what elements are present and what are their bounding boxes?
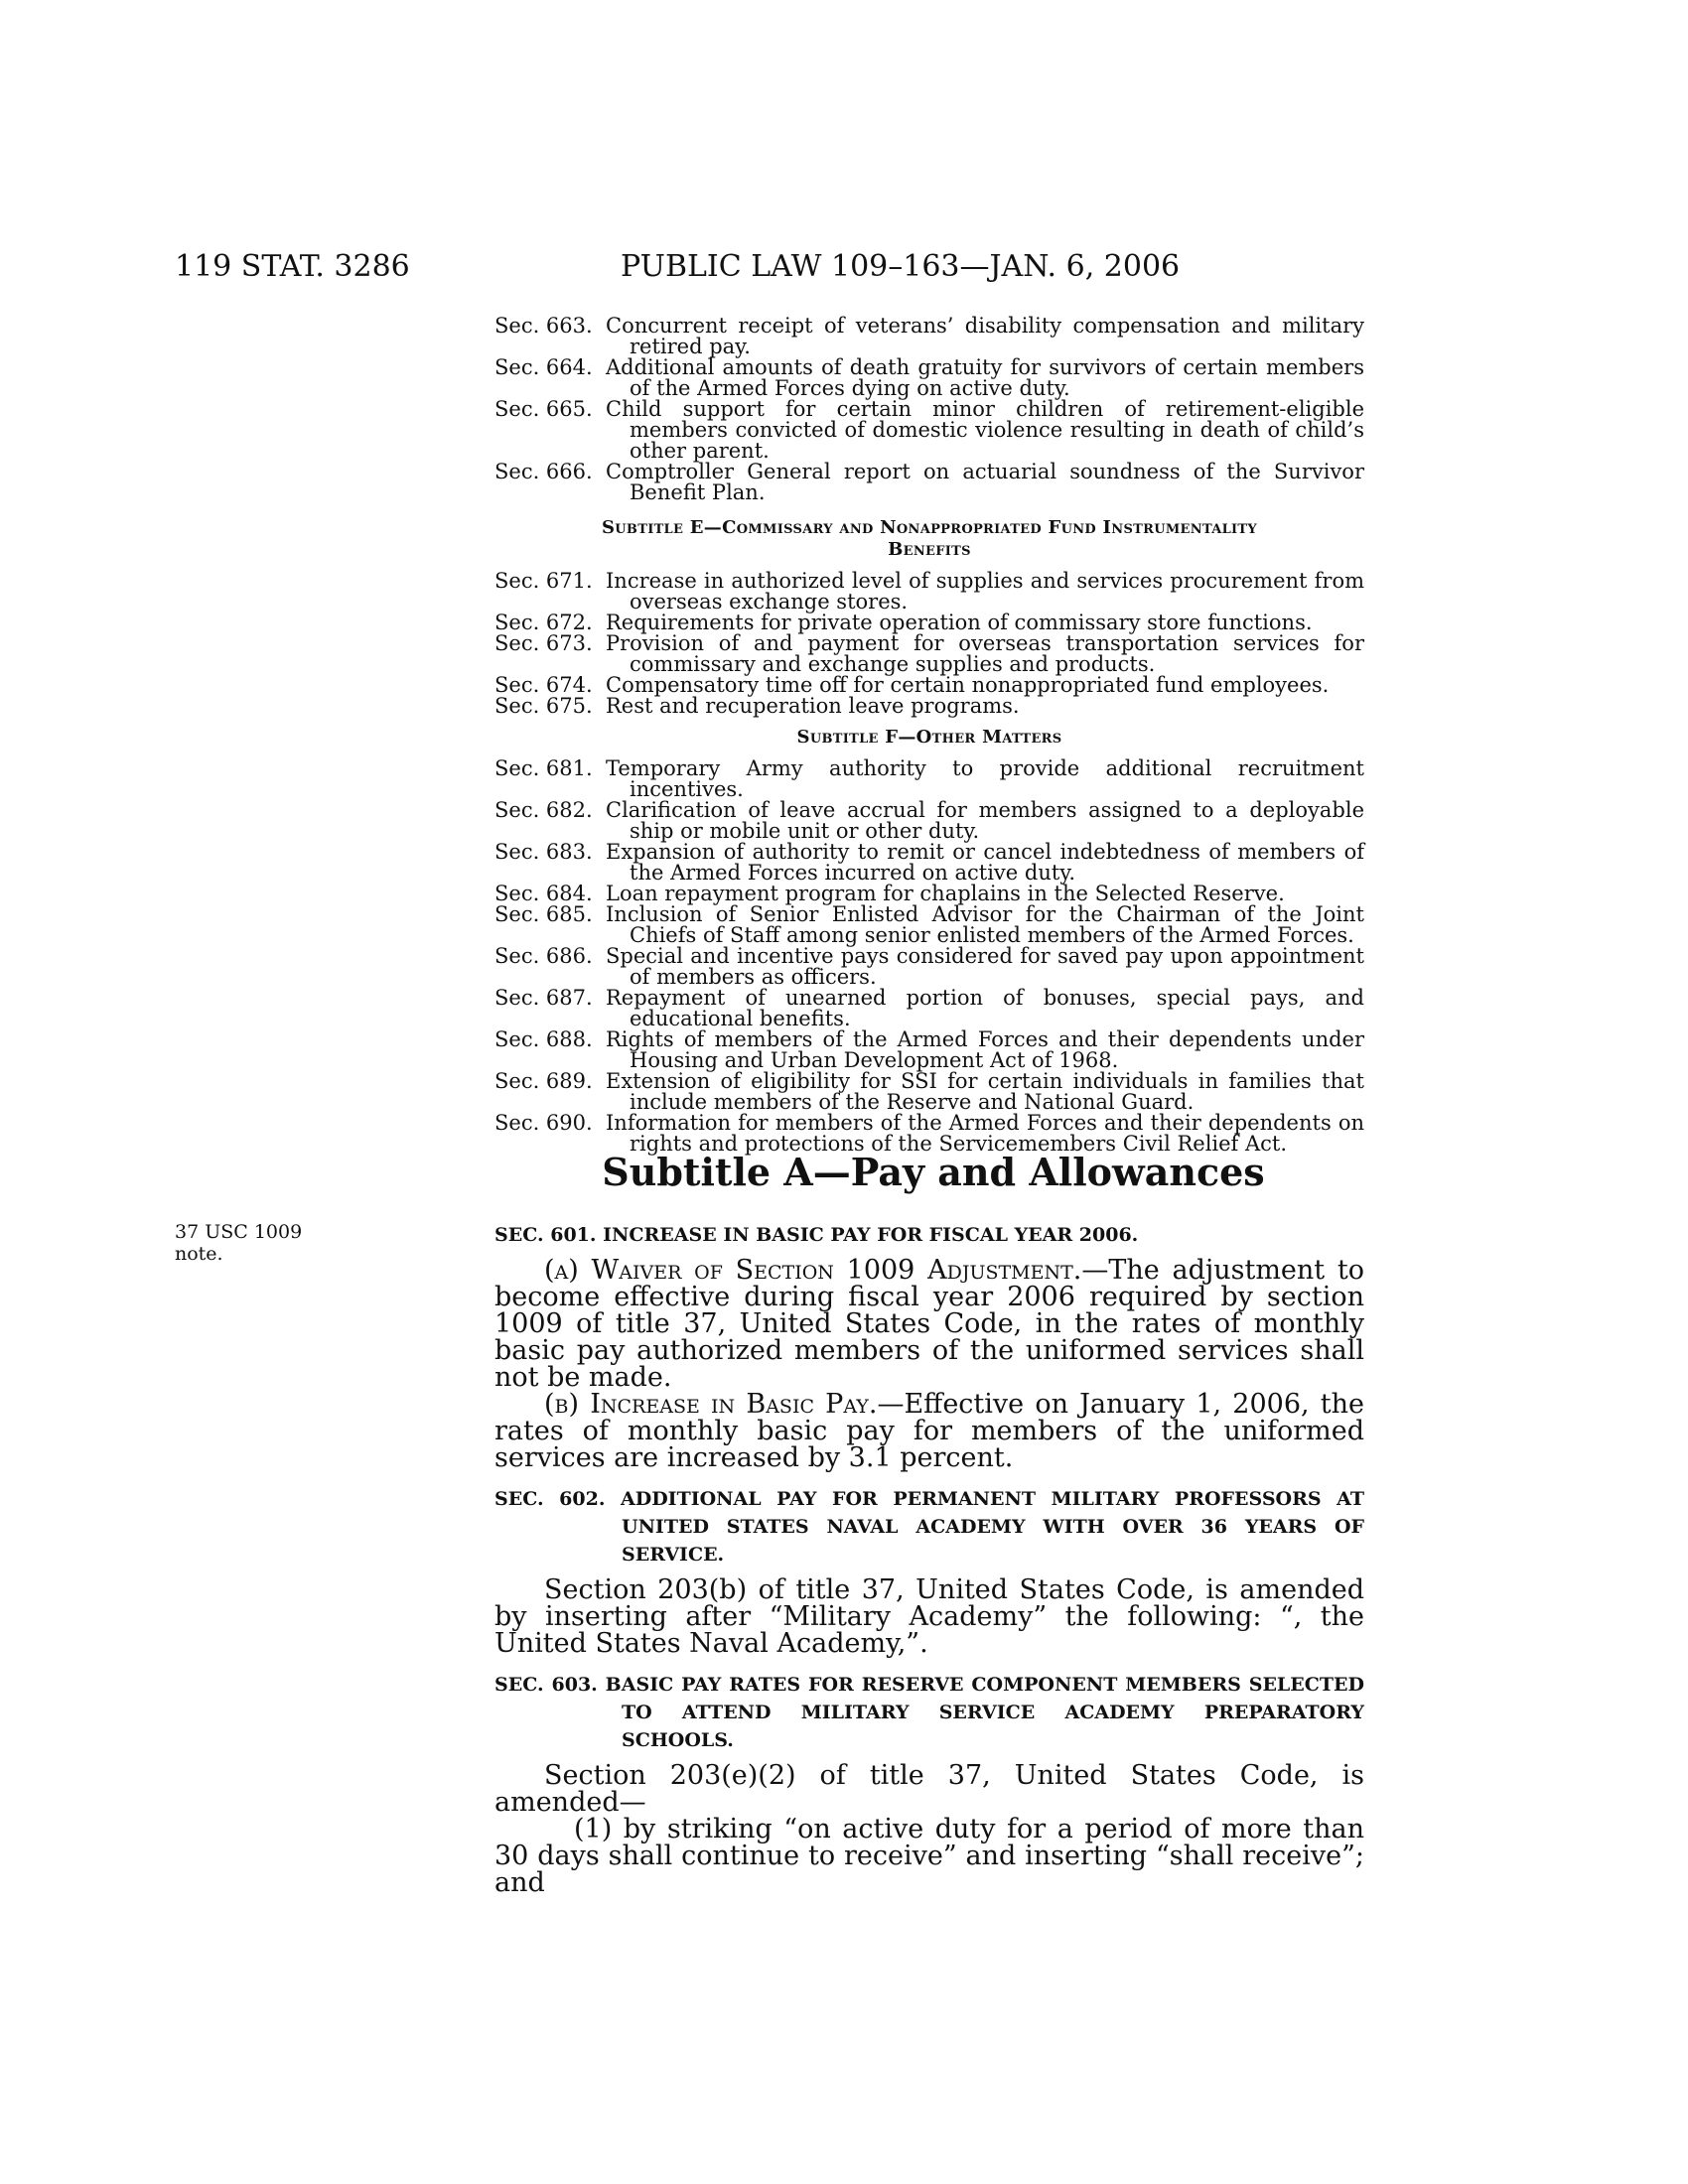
toc-section-number: Sec. 681. [494,756,593,780]
toc-entry [494,399,1364,462]
subtitle-e-line1: Subtitle E—Commissary and Nonappropriated Fund Instrumentality [602,517,1257,538]
toc-entry [494,1113,1364,1155]
toc-section-title: Special and incentive pays considered for saved pay upon appointment of members as officers. [606,944,1364,989]
margin-note-suffix: note. [175,1243,223,1265]
toc-section-title: Child support for certain minor children of retirement-eligible members convicted of domestic violence resulting in death of child’s other parent. [606,397,1364,463]
toc-entry [494,842,1364,884]
toc-section-title: Concurrent receipt of veterans’ disability compensation and military retired pay. [606,314,1364,358]
toc-section-title: Increase in authorized level of supplies and services procurement from overseas exchange stores. [606,569,1364,614]
toc-section-title: Expansion of authority to remit or cancel indebtedness of members of the Armed Forces incurred on active duty. [606,840,1364,885]
statute-page-number: 119 STAT. 3286 [175,249,410,284]
toc-section-number: Sec. 689. [494,1069,593,1093]
toc-section-number: Sec. 690. [494,1111,593,1135]
toc-group-d [494,316,1364,503]
toc-entry [494,357,1364,399]
toc-section-number: Sec. 674. [494,673,593,697]
toc-section-number: Sec. 665. [494,397,593,421]
table-of-contents [494,316,1364,1155]
toc-entry [494,675,1364,696]
subtitle-a-heading: Subtitle A—Pay and Allowances [602,1150,1265,1194]
sec-601-a-text: —The adjustment to become effective during fiscal year 2006 required by section 1009 of title 37, United States Code, in the rates of monthly basic pay authorized members of the uniformed services shall not be made. [494,1255,1364,1393]
toc-section-number: Sec. 675. [494,694,593,718]
sec-601-subsection-b [494,1391,1364,1471]
toc-group-f [494,758,1364,1155]
toc-entry [494,696,1364,717]
sec-601-b-label: (b) Increase in Basic Pay. [544,1389,878,1420]
subtitle-f-heading: Subtitle F—Other Matters [796,727,1062,748]
toc-entry [494,316,1364,357]
toc-section-title: Rights of members of the Armed Forces and their dependents under Housing and Urban Development Act of 1968. [606,1027,1364,1072]
sec-601-subsection-a [494,1257,1364,1391]
toc-entry [494,758,1364,800]
sec-602-heading: SEC. 602. ADDITIONAL PAY FOR PERMANENT MILITARY PROFESSORS AT UNITED STATES NAVAL ACADEMY WITH OVER 36 YEARS OF SERVICE. [494,1488,1364,1566]
public-law-title: PUBLIC LAW 109–163—JAN. 6, 2006 [621,249,1181,284]
toc-entry [494,946,1364,988]
toc-section-number: Sec. 682. [494,798,593,822]
margin-note-citation: 37 USC 1009 [175,1221,303,1243]
sec-601-a-label: (a) Waiver of Section 1009 Adjustment. [544,1255,1082,1286]
toc-section-title: Requirements for private operation of commissary store functions. [606,611,1313,634]
toc-section-number: Sec. 684. [494,882,593,905]
sec-602-text: Section 203(b) of title 37, United States Code, is amended by inserting after “Military Academy” the following: “, the United States Naval Academy,”. [494,1574,1364,1659]
toc-section-number: Sec. 683. [494,840,593,864]
toc-entry [494,884,1364,904]
toc-section-title: Loan repayment program for chaplains in the Selected Reserve. [606,882,1285,905]
subtitle-e-heading [494,517,1364,561]
toc-section-title: Extension of eligibility for SSI for certain individuals in families that include members of the Reserve and National Guard. [606,1069,1364,1114]
sec-603-text: Section 203(e)(2) of title 37, United States Code, is amended— [494,1760,1364,1818]
toc-entry [494,988,1364,1029]
toc-section-title: Provision of and payment for overseas transportation services for commissary and exchange supplies and products. [606,631,1364,676]
toc-section-title: Repayment of unearned portion of bonuses, special pays, and educational benefits. [606,986,1364,1030]
toc-section-title: Inclusion of Senior Enlisted Advisor for the Chairman of the Joint Chiefs of Staff among senior enlisted members of the Armed Forces. [606,902,1364,947]
toc-group-e [494,571,1364,717]
toc-section-title: Comptroller General report on actuarial soundness of the Survivor Benefit Plan. [606,460,1364,504]
sec-601-heading: SEC. 601. INCREASE IN BASIC PAY FOR FISCAL YEAR 2006. [494,1224,1139,1246]
toc-entry [494,633,1364,675]
section-body [494,1221,1364,1896]
sec-603-item-1: (1) by striking “on active duty for a period of more than 30 days shall continue to receive” and inserting “shall receive”; and [494,1814,1364,1898]
toc-section-number: Sec. 672. [494,611,593,634]
toc-entry [494,1029,1364,1071]
toc-entry [494,613,1364,633]
margin-note [175,1221,324,1265]
toc-section-number: Sec. 663. [494,314,593,338]
toc-section-title: Clarification of leave accrual for members assigned to a deployable ship or mobile unit or other duty. [606,798,1364,843]
toc-section-number: Sec. 664. [494,355,593,379]
toc-entry [494,571,1364,613]
toc-entry [494,904,1364,946]
toc-section-number: Sec. 686. [494,944,593,968]
toc-section-number: Sec. 673. [494,631,593,655]
sec-601-b-text: —Effective on January 1, 2006, the rates of monthly basic pay for members of the uniformed services are increased by 3.1 percent. [494,1389,1365,1473]
toc-section-title: Information for members of the Armed Forces and their dependents on rights and protections of the Servicemembers Civil Relief Act. [606,1111,1364,1156]
toc-section-number: Sec. 666. [494,460,593,483]
toc-entry [494,1071,1364,1113]
toc-section-number: Sec. 688. [494,1027,593,1051]
toc-entry [494,800,1364,842]
toc-section-title: Compensatory time off for certain nonappropriated fund employees. [606,673,1330,697]
page-header [0,249,1688,289]
toc-section-title: Additional amounts of death gratuity for survivors of certain members of the Armed Forces dying on active duty. [606,355,1364,400]
toc-entry [494,462,1364,503]
toc-section-title: Temporary Army authority to provide additional recruitment incentives. [606,756,1364,801]
toc-section-number: Sec. 687. [494,986,593,1010]
subtitle-e-line2: Benefits [888,539,971,560]
sec-603-heading: SEC. 603. BASIC PAY RATES FOR RESERVE COMPONENT MEMBERS SELECTED TO ATTEND MILITARY SERVICE ACADEMY PREPARATORY SCHOOLS. [494,1674,1364,1751]
toc-section-number: Sec. 671. [494,569,593,593]
toc-section-title: Rest and recuperation leave programs. [606,694,1020,718]
toc-section-number: Sec. 685. [494,902,593,926]
